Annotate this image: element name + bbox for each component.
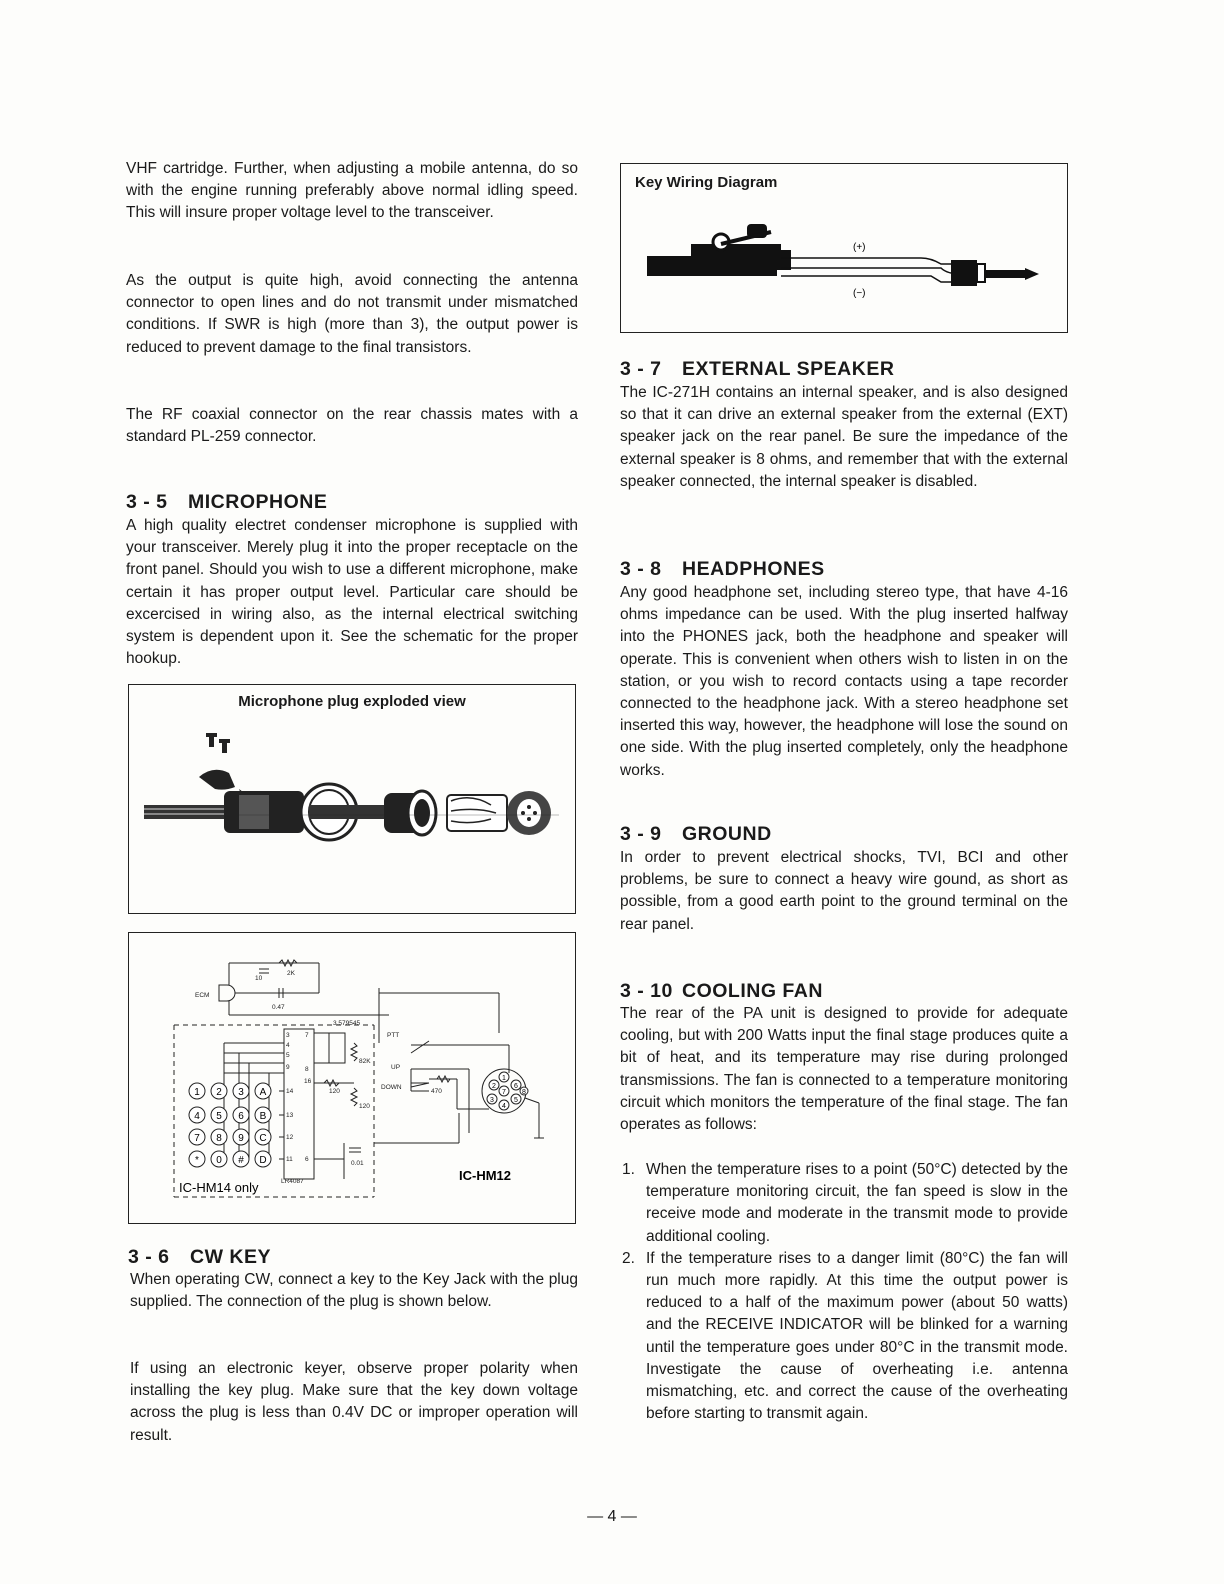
plug-pin-5: 5 bbox=[514, 1097, 518, 1104]
heading-3-7-external-speaker bbox=[620, 358, 894, 381]
paragraph-cooling-fan: The rear of the PA unit is designed to provide for adequate cooling, but with 200 Watts input the final stage produces quite a bit of heat, and its temperature may rise during prolonged transmissions. The fan is connected to a temperature monitoring circuit which monitors the temperature of the final stage. The fan operates as follows: bbox=[620, 1005, 1068, 1134]
plug-pin-8: 8 bbox=[522, 1089, 526, 1096]
label-001: 0.01 bbox=[351, 1160, 364, 1167]
ic-pin-8: 8 bbox=[305, 1066, 309, 1073]
ic-pin-5: 5 bbox=[286, 1052, 290, 1059]
heading-3-9-ground bbox=[620, 823, 772, 846]
section-title: COOLING FAN bbox=[682, 980, 823, 1002]
label-ic-hm14-only: IC-HM14 only bbox=[179, 1180, 259, 1195]
list-item: 2. If the temperature rises to a danger limit (80°C) the fan will run much more rapidly. At this time the output power is reduced to a half of the maximum power (about 50 watts) and the RECEIVE INDICATOR will be blinked for a warning until the temperature goes under 80°C in the transmit mode. Investigate the cause of overheating i.e. antenna mismatching, etc. and correct the cause of the overheating before starting to transmit again. bbox=[622, 1249, 1068, 1423]
figure-caption: Microphone plug exploded view bbox=[238, 693, 466, 710]
label-120a: 120 bbox=[329, 1088, 340, 1095]
paragraph-ground: In order to prevent electrical shocks, TVI, BCI and other problems, be sure to connect a heavy wire gound, as short as possible, from a good earth point to the ground terminal on the rear panel. bbox=[620, 849, 1068, 933]
knurled-ring bbox=[384, 791, 436, 835]
cable-clamp-icon bbox=[199, 770, 235, 790]
key-4: 4 bbox=[194, 1111, 200, 1122]
paragraph-rf-connector: The RF coaxial connector on the rear chassis mates with a standard PL-259 connector. bbox=[126, 406, 578, 446]
paragraph-output-high: As the output is quite high, avoid connecting the antenna connector to open lines and do not transmit under mismatched conditions. If SWR is high (more than 3), the output power is reduced to prevent damage to the final transistors. bbox=[126, 272, 578, 356]
label-up: UP bbox=[391, 1064, 401, 1071]
section-number: 3 - 9 bbox=[620, 823, 662, 845]
label-2k: 2K bbox=[287, 970, 295, 977]
section-number: 3 - 10 bbox=[620, 980, 673, 1002]
label-plus: (+) bbox=[853, 242, 866, 253]
key-star: * bbox=[195, 1155, 199, 1166]
plug-pin-7: 7 bbox=[502, 1089, 506, 1096]
label-minus: (−) bbox=[853, 288, 866, 299]
key-1: 1 bbox=[194, 1087, 200, 1098]
ic-pin-7: 7 bbox=[305, 1032, 309, 1039]
ic-pin-12: 12 bbox=[286, 1134, 294, 1141]
telegraph-key-icon bbox=[647, 224, 791, 276]
ic-pin-16: 16 bbox=[304, 1078, 312, 1085]
section-number: 3 - 6 bbox=[128, 1246, 170, 1268]
plug-pin-2: 2 bbox=[492, 1083, 496, 1090]
plug-pin-1: 1 bbox=[502, 1075, 506, 1082]
key-wiring-diagram-figure bbox=[620, 163, 1068, 333]
ic-pin-14: 14 bbox=[286, 1088, 294, 1095]
keypad-row-4 bbox=[189, 1151, 271, 1167]
page-number: — 4 — bbox=[587, 1508, 637, 1525]
paragraph-vhf-cartridge: VHF cartridge. Further, when adjusting a mobile antenna, do so with the engine running preferably above normal idling speed. This will insure proper voltage level to the transceiver. bbox=[126, 160, 578, 222]
section-number: 3 - 8 bbox=[620, 558, 662, 580]
label-ic: LR4087 bbox=[281, 1178, 304, 1185]
microphone-plug-drawing bbox=[129, 685, 575, 913]
paragraph-headphones: Any good headphone set, including stereo type, that have 4-16 ohms impedance can be used. With the plug inserted halfway into the PHONES jack, both the headphone and speaker will operate. This is convenient when others wish to listen in on the station, or you wish to record contacts using a tape recorder connected to the headphone jack. With a stereo headphone set inserted this way, however, the headphone will lose the sound on one side. With the plug inserted completely, only the headphone works. bbox=[620, 584, 1068, 779]
key-C: C bbox=[259, 1133, 267, 1144]
key-7: 7 bbox=[194, 1133, 200, 1144]
label-cap-10: 10 bbox=[255, 975, 263, 982]
label-ptt: PTT bbox=[387, 1032, 400, 1039]
label-470: 470 bbox=[431, 1088, 442, 1095]
section-number: 3 - 5 bbox=[126, 491, 168, 513]
section-title: EXTERNAL SPEAKER bbox=[682, 358, 895, 380]
list-item: 1. When the temperature rises to a point (50°C) detected by the temperature monitoring circuit, the fan speed is slow in the receive mode and moderate in the transmit mode to provide additional cooling. bbox=[622, 1161, 1068, 1245]
keypad bbox=[189, 1083, 271, 1167]
ic-pin-13: 13 bbox=[286, 1112, 294, 1119]
ic-pin-3: 3 bbox=[286, 1032, 290, 1039]
key-5: 5 bbox=[216, 1111, 222, 1122]
plug-shell bbox=[447, 791, 551, 835]
keypad-row-2 bbox=[189, 1107, 271, 1123]
section-title: MICROPHONE bbox=[188, 491, 328, 513]
heading-3-8-headphones bbox=[620, 558, 825, 581]
key-0: 0 bbox=[216, 1155, 222, 1166]
fan-operation-list bbox=[620, 1159, 1068, 1425]
label-82k: 82K bbox=[359, 1058, 371, 1065]
microphone-schematic-figure bbox=[128, 932, 576, 1224]
label-crystal: 3.579545 bbox=[333, 1020, 361, 1027]
key-A: A bbox=[259, 1087, 267, 1098]
keypad-row-1 bbox=[189, 1083, 271, 1099]
label-cap-047: 0.47 bbox=[272, 1004, 285, 1011]
label-ic-hm12: IC-HM12 bbox=[459, 1168, 512, 1183]
label-ecm: ECM bbox=[195, 992, 210, 999]
key-wiring-drawing bbox=[621, 164, 1067, 332]
microphone-schematic bbox=[129, 933, 575, 1223]
ic-pin-11: 11 bbox=[286, 1156, 293, 1163]
ic-pin-6: 6 bbox=[305, 1156, 309, 1163]
section-number: 3 - 7 bbox=[620, 358, 662, 380]
key-3: 3 bbox=[238, 1087, 244, 1098]
section-title: HEADPHONES bbox=[682, 558, 825, 580]
paragraph-cw-key: When operating CW, connect a key to the Key Jack with the plug supplied. The connection of the plug is shown below. bbox=[130, 1271, 578, 1311]
key-hash: # bbox=[238, 1155, 244, 1166]
key-D: D bbox=[259, 1155, 267, 1166]
paragraph-microphone: A high quality electret condenser microphone is supplied with your transceiver. Merely plug it into the proper receptacle on the front panel. Should you wish to use a different microphone, make certain it has proper output level. Particular care should be excercised in wiring also, as the internal electrical switching system is dependent upon it. See the schematic for the proper hookup. bbox=[126, 517, 578, 668]
figure-caption: Key Wiring Diagram bbox=[635, 174, 778, 191]
microphone-exploded-view-figure bbox=[128, 684, 576, 914]
paragraph-electronic-keyer: If using an electronic keyer, observe proper polarity when installing the key plug. Make sure that the key down voltage across the plug is less than 0.4V DC or improper operation will result. bbox=[130, 1360, 578, 1444]
label-down: DOWN bbox=[381, 1084, 402, 1091]
paragraph-external-speaker: The IC-271H contains an internal speaker, and is also designed so that it can drive an external speaker from the external (EXT) speaker jack on the rear panel. Be sure the impedance of the external speaker is 8 ohms, and remember that with the external speaker connected, the internal speaker is disabled. bbox=[620, 384, 1068, 490]
ic-pin-9: 9 bbox=[286, 1064, 290, 1071]
key-9: 9 bbox=[238, 1133, 244, 1144]
screw-icon bbox=[206, 733, 230, 753]
key-2: 2 bbox=[216, 1087, 222, 1098]
section-title: CW KEY bbox=[190, 1246, 271, 1268]
keypad-row-3 bbox=[189, 1129, 271, 1145]
plug-pin-6: 6 bbox=[514, 1083, 518, 1090]
heading-3-10-cooling-fan bbox=[620, 980, 823, 1003]
ic-pin-4: 4 bbox=[286, 1042, 290, 1049]
plug-pin-3: 3 bbox=[490, 1097, 494, 1104]
plug-pin-4: 4 bbox=[502, 1103, 506, 1110]
heading-3-5-microphone bbox=[126, 491, 327, 514]
label-120b: 120 bbox=[359, 1103, 370, 1110]
heading-3-6-cw-key bbox=[128, 1246, 271, 1269]
key-B: B bbox=[259, 1111, 267, 1122]
key-8: 8 bbox=[216, 1133, 222, 1144]
section-title: GROUND bbox=[682, 823, 772, 845]
phone-plug-icon bbox=[951, 260, 1039, 286]
key-6: 6 bbox=[238, 1111, 244, 1122]
